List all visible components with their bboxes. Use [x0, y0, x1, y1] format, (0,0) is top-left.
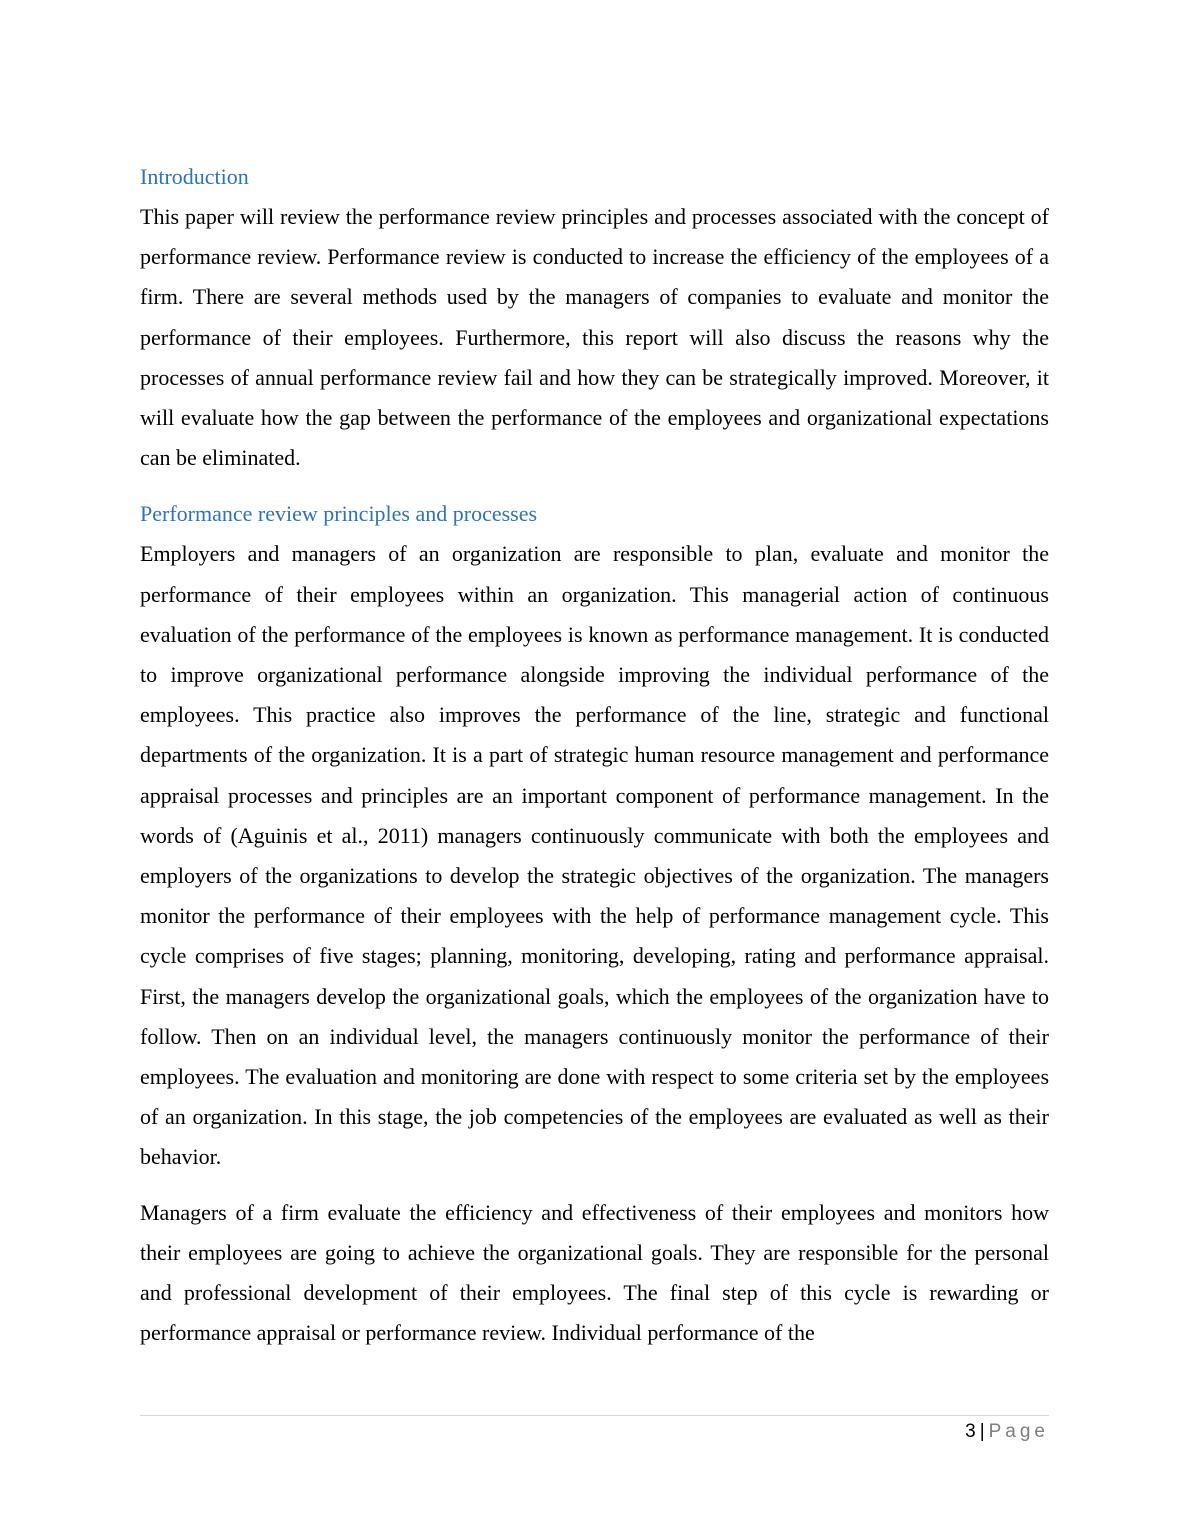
footer-separator: | [979, 1421, 985, 1442]
page-label: Page [988, 1421, 1049, 1442]
principles-paragraph-2: Managers of a firm evaluate the efficiency and effectiveness of their employees and monitors how their employees are going to achieve the organizational goals. They are responsible for the personal and professional development of their employees. The final step of this cycle is rewarding or performance appraisal or performance review. Individual performance of the [140, 1199, 1049, 1346]
footer-divider [140, 1415, 1049, 1416]
section-heading-principles: Performance review principles and processes [140, 501, 538, 527]
principles-paragraph-1: Employers and managers of an organization are responsible to plan, evaluate and monitor the performance of their employees within an organization. This managerial action of continuous evaluation of the performance of the employees is known as performance management. It is conducted to improve organizational performance alongside improving the individual performance of the employees. This practice also improves the performance of the line, strategic and functional departments of the organization. It is a part of strategic human resource management and performance appraisal processes and principles are an important component of performance management. In the words of (Aguinis et al., 2011) managers continuously communicate with both the employees and employers of the organizations to develop the strategic objectives of the organization. The managers monitor the performance of their employees with the help of performance management cycle. This cycle comprises of five stages; planning, monitoring, developing, rating and performance appraisal. First, the managers develop the organizational goals, which the employees of the organization have to follow. Then on an individual level, the managers continuously monitor the performance of their employees. The evaluation and monitoring are done with respect to some criteria set by the employees of an organization. In this stage, the job competencies of the employees are evaluated as well as their behavior. [140, 541, 1049, 1170]
page-number: 3 [965, 1421, 976, 1442]
page-footer [140, 1419, 1049, 1445]
introduction-paragraph: This paper will review the performance review principles and processes associated with the concept of performance review. Performance review is conducted to increase the efficiency of the employees of a firm. There are several methods used by the managers of companies to evaluate and monitor the performance of their employees. Furthermore, this report will also discuss the reasons why the processes of annual performance review fail and how they can be strategically improved. Moreover, it will evaluate how the gap between the performance of the employees and organizational expectations can be eliminated. [140, 204, 1049, 471]
page-body [140, 160, 1049, 1353]
section-heading-introduction: Introduction [140, 164, 249, 189]
